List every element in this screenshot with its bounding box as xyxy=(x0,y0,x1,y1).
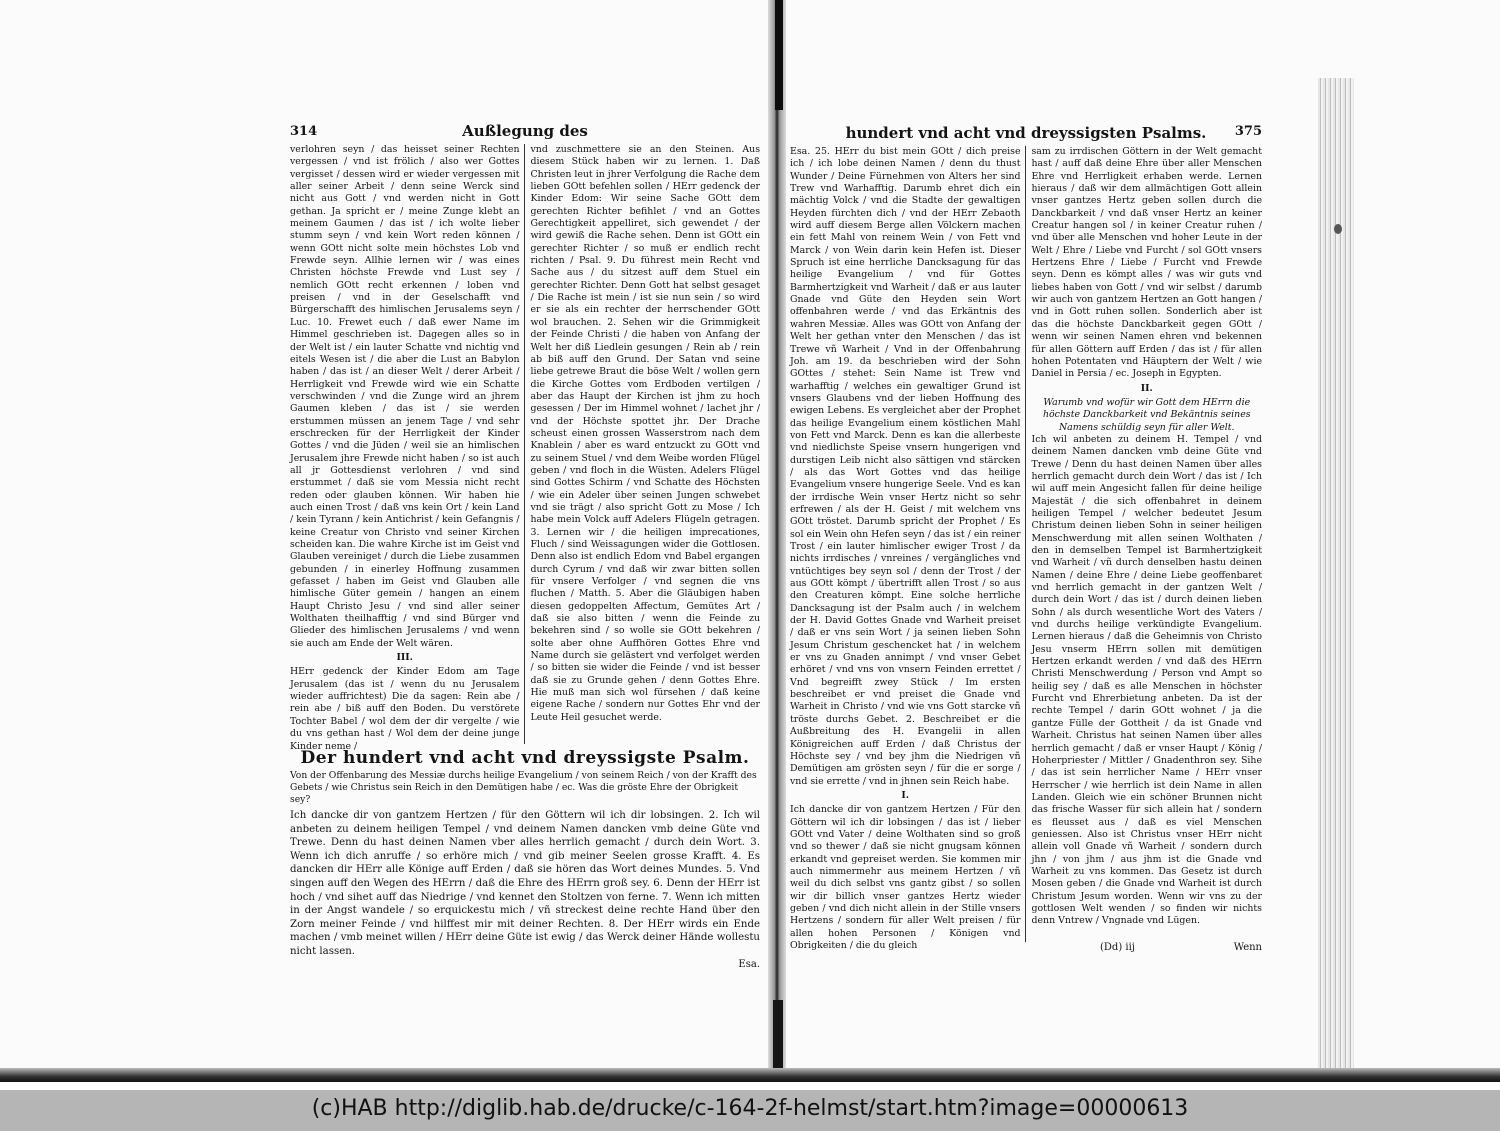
left-catchword: Esa. xyxy=(738,959,760,970)
footer-credit: (c)HAB http://diglib.hab.de/drucke/c-164-2f-helmst/start.htm?image=00000613 xyxy=(311,1096,1189,1121)
left-page xyxy=(290,122,760,970)
section-number-iii: III. xyxy=(396,652,413,664)
left-col1-text: verlohren seyn / das heisset seiner Rechten vergessen / vnd ist frölich / also wer Gottes vergisset / dessen wird er wieder vergessen mit aller seiner Arbeit / denn seine Werck sind nicht aus Gott / vnd werden nicht in Gott gethan. Ja spricht er / meine Zunge klebt an meinem Gaumen / das ist / ich wolte lieber stumm seyn / vnd kein Wort reden können / wenn GOtt nicht solte mein höchstes Lob vnd Frewde seyn. Allhie lernen wir / was eines Christen höchste Frewde vnd Lust sey / nemlich GOtt recht erkennen / loben vnd preisen / vnd in der Geselschafft vnd Bürgerschafft des himlischen Jerusalems seyn / Luc. 10. Frewet euch / daß ewer Name im Himmel geschrieben ist. Dagegen alles so in der Welt ist / ein lauter Schatte vnd nichtig vnd eitels Wesen ist / die aber die Lust an Babylon haben / das ist / an dieser Welt / derer Arbeit / Herrligkeit vnd Frewde wird wie ein Schatte verschwinden / vnd die Zunge wird an jhrem Gaumen kleben / das ist / sie werden erstummen müssen an jenem Tage / vnd sehr erschrecken für der Herrligkeit der Kinder Gottes / vnd die Jüden / weil sie an himlischen Jerusalem jhre Frewde nicht haben / so ist auch all jr Gottesdienst verlohren / vnd sind erstummet / daß sie vom Messia nicht recht reden oder glauben können. Wir haben hie auch einen Trost / daß vns kein Ort / kein Land / kein Tyrann / kein Antichrist / kein Gefangnis / keine Creatur von Christo vnd seiner Kirchen scheiden kan. Die wahre Kirche ist im Geist vnd Glauben vereiniget / durch die Liebe zusammen gebunden / in einerley Hoffnung zusammen gefasset / haben im Geist vnd Glauben alle himlische Güter gemein / hangen an einem Haupt Christo Jesu / vnd sind aller seiner Wolthaten theilhafftig / vnd sind Bürger vnd Glieder des himlischen Jerusalems / vnd wenn sie auch am Ende der Welt wären. xyxy=(290,144,520,649)
right-page xyxy=(790,124,1262,958)
section-subheading: Warumb vnd wofür wir Gott dem HErrn die höchste Danckbarkeit vnd Bekäntnis seines Namens schüldig seyn für aller Welt. xyxy=(1042,396,1251,433)
right-page-number: 375 xyxy=(1234,124,1262,139)
scan-shadow-bottom xyxy=(0,1068,1500,1082)
right-catchword: Wenn xyxy=(1233,942,1262,953)
right-col1-text-b: Ich dancke dir von gantzem Hertzen / Für den Göttern wil ich dir lobsingen / das ist / lieber GOtt vnd Vater / deine Wolthaten sind so groß vnd so thewer / daß sie nicht gnugsam können erkandt vnd gepreiset werden. Sie kommen mir auch nimmermehr aus meinem Hertzen / vñ weil du dich selbst vns gantz gibst / so sollen wir dir billich vnser gantzes Hertz wieder geben / vnd dich nicht allein in der Stille vnsers Hertzens / sondern für aller Welt preisen / für allen hohen Personen / Königen vnd Obrigkeiten / die du gleich xyxy=(790,804,1021,951)
right-col1-text: Esa. 25. HErr du bist mein GOtt / dich preise ich / ich lobe deinen Namen / denn du thust Wunder / Deine Fürnehmen von Alters her sind Trew vnd Warhafftig. Darumb ehret dich ein mächtig Volck / vnd die Stadte der gewaltigen Heyden fürchten dich / vnd der HErr Zebaoth wird auff diesem Berge allen Völckern machen ein fett Mahl von reinem Wein / von Fett vnd Marck / von Wein darin kein Hefen ist. Dieser Spruch ist eine herrliche Dancksagung für das heilige Evangelium / vnd für Gottes Barmhertzigkeit vnd Warheit / daß er aus lauter Gnade vnd Güte den Heyden sein Wort offenbahren werde / vnd das Erkäntnis des wahren Messiæ. Alles was GOtt von Anfang der Welt her gethan vnter den Menschen / das ist Trewe vñ Warheit / Vnd in der Offenbahrung Joh. am 19. da beschrieben wird der Sohn GOttes / stehet: Sein Name ist Trew vnd warhafftig / welches ein gewaltiger Grund ist vnsers Glaubens vnd der lieben Hoffnung des ewigen Lebens. Es vergleichet aber der Prophet das heilige Evangelium einem köstlichen Mahl von Fett vnd Marck. Denn es kan die allerbeste vnd niedlichste Speise vnsern hungerigen vnd durstigen Leib nicht also sättigen vnd stärcken / als das Wort Gottes vnd das heilige Evangelium vnsere hungerige Seele. Vnd es kan der irrdische Wein vnser Hertz nicht so sehr erfrewen / als der H. Geist / mit welchem vns GOtt tröstet. Darumb spricht der Prophet / Es sol ein Wein ohn Hefen seyn / das ist / ein reiner Trost / ein lauter himlischer ewiger Trost / da nichts irrdisches / vnreines / vergängliches vnd vntüchtiges bey seyn sol / denn der Trost / der aus GOtt kömpt / übertrifft allen Trost / so aus den Creaturen kömpt. Eine solche herrliche Dancksagung ist der Psalm auch / in welchem der H. David Gottes Gnade vnd Warheit preiset / daß er vns sein Wort / ja seinen lieben Sohn Jesum Christum geschencket hat / in welchem er vns zu Gnaden annimpt / vnd vnser Gebet erhöret / vnd vns von vnsern Feinden errettet / Vnd begreifft zwey Stück / Im ersten beschreibet er vnd preiset die Gnade vnd Warheit in Christo / vnd wie vns Gott starcke vñ tröste durchs Gebet. 2. Beschreibet er die Außbreitung des H. Evangelii in allen Königreichen auff Erden / daß Christus der Höchste sey / vnd bey jhm die Niedrigen vñ Demütigen am grösten seyn / für die er sorge / vnd sie errette / vnd in jhnen sein Reich habe. xyxy=(790,146,1021,787)
psalm-summary: Von der Offenbarung des Messiæ durchs heilige Evangelium / von seinem Reich / von der Krafft des Gebets / wie Christus sein Reich in den Demütigen habe / ec. Was die gröste Ehre der Obrigkeit sey? xyxy=(290,770,757,805)
binding-hole xyxy=(1334,224,1342,234)
left-page-header xyxy=(290,122,760,144)
left-col2-text: vnd zuschmettere sie an den Steinen. Aus diesem Stück haben wir zu lernen. 1. Daß Christen leut in jhrer Verfolgung die Rache dem lieben GOtt befehlen sollen / HErr gedenck der Kinder Edom: Wir seine Sache GOtt dem gerechten Richter befihlet / vnd an Gottes Gerechtigkeit appelliret, sich gewendet / der wird gewiß die Rache sehen. Denn ist GOtt ein gerechter Richter / so muß er endlich recht richten / Psal. 9. Du führest mein Recht vnd Sache aus / du sitzest auff dem Stuel ein gerechter Richter. Denn Gott hat selbst gesaget / Die Rache ist mein / ist sie nun sein / so wird er sie als ein rechter der herrschender GOtt wol brauchen. 2. Sehen wir die Grimmigkeit der Feinde Christi / die haben von Anfang der Welt her diß Liedlein gesungen / Rein ab / rein ab biß auff den Grund. Der Satan vnd seine liebe getrewe Braut die böse Welt / wollen gern die Kirche Gottes vom Erdboden vertilgen / aber das Haupt der Kirchen ist jhm zu hoch gesessen / Der im Himmel wohnet / lachet jhr / vnd der Höchste spottet jhr. Der Drache scheust einen grossen Wasserstrom nach dem Knablein / aber es ward entzuckt zu GOtt vnd zu seinem Stuel / vnd dem Weibe worden Flügel geben / vnd floch in die Wüsten. Adelers Flügel sind Gottes Schirm / vnd Schatte des Höchsten / wie ein Adeler über seinen Jungen schwebet vnd sie trägt / also spricht Gott zu Mose / Ich habe mein Volck auff Adelers Flügeln getragen. 3. Lernen wir / die heiligen imprecationes, Fluch / sind Weissagungen wider die Gottlosen. Denn also ist endlich Edom vnd Babel ergangen durch Cyrum / vnd daß wir zwar bitten sollen für vnsere Verfolger / vnd segnen die vns fluchen / Matth. 5. Aber die Gläubigen haben diesen gedoppelten Affectum, Gemütes Art / daß sie also bitten / wenn die Feinde zu bekehren sind / so wolle sie GOtt bekehren / solte aber ohne Auffhören Gottes Ehre vnd Name durch sie gelästert vnd verfolget werden / so bitten sie wider die Feinde / vnd ist besser daß sie zu Grunde gehen / denn Gottes Ehre. Hie muß man sich wol fürsehen / daß keine eigene Rache / sondern nur Gottes Ehr vnd der Leute Heil gesuchet werde. xyxy=(530,144,760,723)
right-running-title: hundert vnd acht vnd dreyssigsten Psalms. xyxy=(845,124,1207,142)
section-number-ii: II. xyxy=(1140,382,1153,394)
left-column-2 xyxy=(531,144,761,744)
psalm-verses xyxy=(290,809,760,959)
right-page-header xyxy=(790,124,1262,146)
right-page-footer xyxy=(790,942,1262,958)
gutter-shadow-top xyxy=(775,0,783,110)
right-column-1 xyxy=(790,146,1026,951)
book-gutter xyxy=(768,0,786,1082)
right-column-2 xyxy=(1032,146,1263,942)
left-page-number: 314 xyxy=(290,124,318,139)
psalm-title: Der hundert vnd acht vnd dreyssigste Psalm. xyxy=(300,748,750,768)
left-col1-text-b: HErr gedenck der Kinder Edom am Tage Jerusalem (das ist / wenn du nu Jerusalem wieder auffrichtest) Die da sagen: Rein abe / rein abe / biß auff den Boden. Du verstörete Tochter Babel / wol dem der dir vergelte / wie du vns gethan hast / Wol dem der deine junge Kinder neme / xyxy=(290,666,520,752)
section-number-i: I. xyxy=(901,789,910,801)
right-col2-text: sam zu irrdischen Göttern in der Welt gemacht hast / auff daß deine Ehre über aller Menschen Ehre vnd Herrligkeit erhaben werde. Lernen hieraus / daß wir dem allmächtigen Gott allein vnser gantzes Hertz geben sollen durch die Danckbarkeit / vnd daß vnser Hertz an keiner Creatur hangen sol / in keiner Creatur ruhen / vnd über alle Menschen vnd hoher Leute in der Welt / Ehre / Liebe vnd Furcht / sol GOtt vnsers Hertzens Ehre / Liebe / Furcht vnd Frewde seyn. Denn es kömpt alles / was wir guts vnd liebes haben von Gott / vnd wir selbst / darumb wir auch von gantzem Hertzen an Gott hangen / vnd in Gott ruhen sollen. Sonderlich aber ist das die höchste Danckbarkeit gegen GOtt / wenn wir seinen Namen ehren vnd bekennen für allen Göttern auff Erden / das ist / für allen hohen Potentaten vnd Häuptern der Welt / wie Daniel in Persia / ec. Joseph in Egypten. xyxy=(1031,146,1262,380)
left-running-title: Außlegung des xyxy=(462,122,588,140)
left-column-1 xyxy=(290,144,525,752)
right-col2-text-b: Ich wil anbeten zu deinem H. Tempel / vnd deinem Namen dancken vmb deine Güte vnd Trewe / Denn du hast deinen Namen über alles herrlich gemacht durch dein Wort / das ist / Ich wil auff mein Angesicht fallen für deine heilige Majestät / die sich offenbahret in deinem heiligen Tempel / welcher bedeutet Jesum Christum deinen lieben Sohn in seiner heiligen Menschwerdung mit allen seinen Wolthaten / den in demselben Tempel ist Barmhertzigkeit vnd Warheit / vñ durch denselben hastu deinen Namen / deine Ehre / deine Liebe geoffenbaret vnd herrlich gemacht in der gantzen Welt / durch dein Wort / das ist / durch deinen lieben Sohn / als durch wesentliche Wort des Vaters / vnd durchs heilige verkündigte Evangelium. Lernen hieraus / daß die Geheimnis von Christo Jesu vnserm HErrn sollen mit demütigen Hertzen erkandt werden / vnd daß des HErrn Christi Menschwerdung / Person vnd Ampt so heilig sey / daß es alle Menschen in höchster Furcht vnd Ehrerbietung anbeten. Da ist der rechte Tempel / darin GOtt wohnet / ja die gantze Fülle der Gottheit / da ist Gnade vnd Warheit. Christus hat seinen Namen über alles herrlich gemacht / daß er vnser Haupt / König / Hoherpriester / Mittler / Gnadenthron sey. Sihe / das ist sein herrlicher Name / HErr vnser Herrscher / wie herrlich ist dein Name in allen Landen. Gleich wie ein schöner Brunnen nicht das frische Wasser für sich allein hat / sondern es fleusset aus / daß es viel Menschen geniessen. Also ist Christus vnser HErr nicht allein voll Gnade vñ Warheit / sondern durch jhn / von jhm / aus jhm ist die Gnade vnd Warheit zu vns kommen. Das Gesetz ist durch Mosen geben / die Gnade vnd Warheit ist durch Christum Jesum worden. Wenn wir vns zu der gottlosen Welt wenden / so finden wir nichts denn Vntrew / Vngnade vnd Lügen. xyxy=(1031,433,1262,927)
signature-mark: (Dd) iij xyxy=(1100,942,1135,953)
psalm-verses-text: Ich dancke dir von gantzem Hertzen / für den Göttern wil ich dir lobsingen. 2. Ich wil anbeten zu deinem heiligen Tempel / vnd deinem Namen dancken vmb deine Güte vnd Trewe. Denn du hast deinen Namen vber alles herrlich gemacht / durch dein Wort. 3. Wenn ich dich anruffe / so erhöre mich / vnd gib meiner Seelen grosse Krafft. 4. Es dancken dir HErr alle Könige auff Erden / daß sie hören das Wort deines Mundes. 5. Vnd singen auff den Wegen des HErrn / daß die Ehre des HErrn groß sey. 6. Denn der HErr ist hoch / vnd sihet auff das Niedrige / vnd kennet den Stoltzen von ferne. 7. Wenn ich mitten in der Angst wandele / so erquickestu mich / vñ streckest deine rechte Hand über den Zorn meiner Feinde / vnd hilffest mir mit deiner Rechten. 8. Der HErr wirds ein Ende machen / vmb meinet willen / HErr deine Güte ist ewig / das Werck deiner Hände wollestu nicht lassen. xyxy=(290,810,760,957)
left-columns xyxy=(290,144,760,752)
